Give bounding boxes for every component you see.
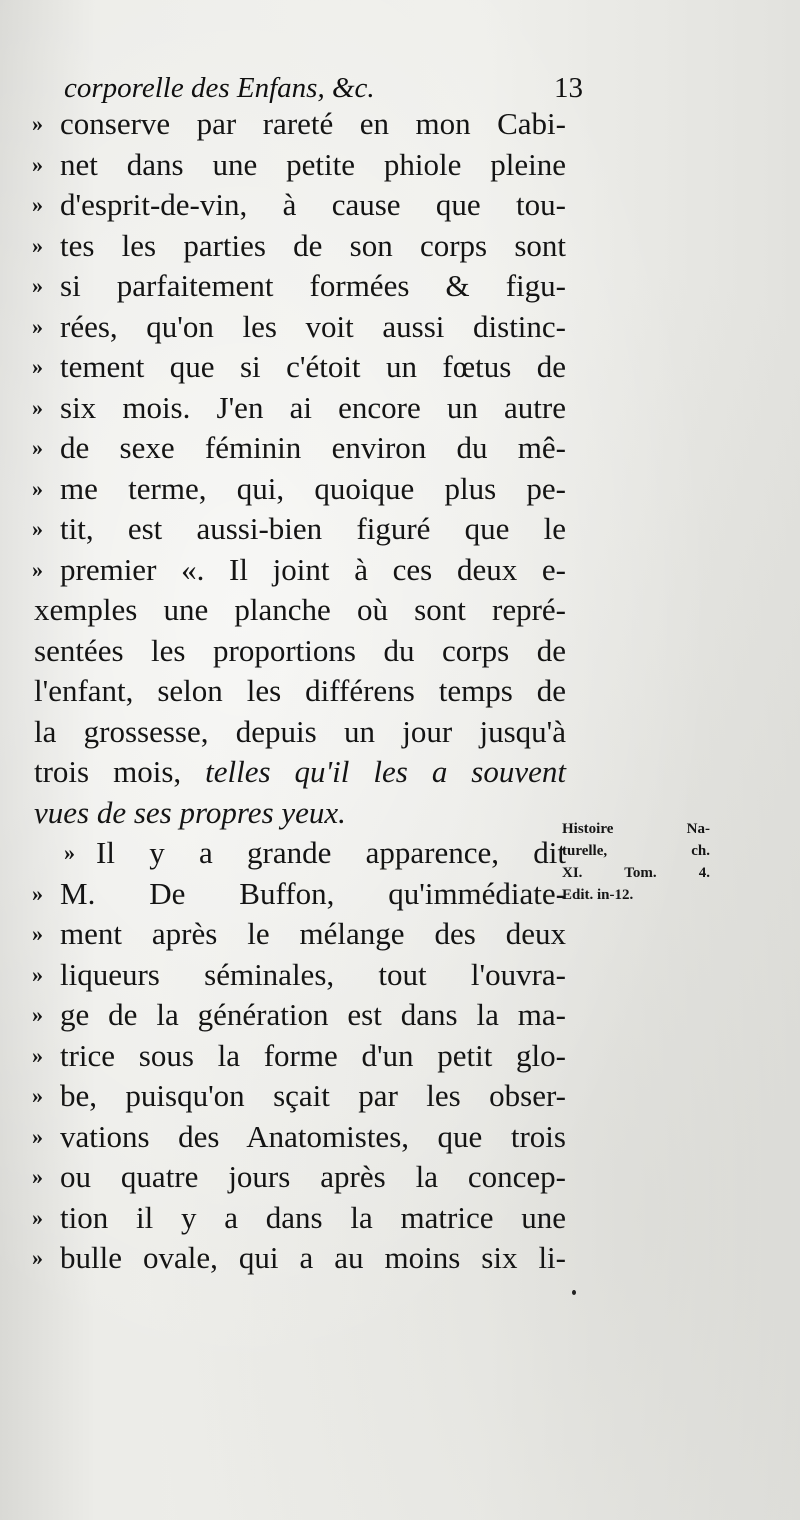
quote-mark: »: [32, 273, 43, 298]
quote-mark: »: [32, 394, 43, 420]
line-text: me terme, qui, quoique plus pe-: [60, 470, 566, 506]
quote-mark: »: [32, 961, 43, 987]
line-text: de sexe féminin environ du mê-: [60, 430, 566, 465]
text-line: [14, 347, 566, 388]
line-text-italic: vues de ses propres yeux.: [34, 794, 346, 830]
line-text: tion il y a dans la matrice une: [60, 1199, 566, 1235]
line-text-mixed: [34, 752, 566, 793]
line-text: d'esprit-de-vin, à cause que tou-: [60, 187, 566, 222]
quote-mark: »: [32, 1204, 43, 1230]
line-text: l'enfant, selon les différens temps de: [34, 673, 566, 708]
line-text: ou quatre jours après la concep-: [60, 1159, 566, 1194]
line-text: bulle ovale, qui a au moins six li-: [60, 1240, 566, 1275]
line-text: si parfaitement formées & figu-: [60, 268, 566, 303]
text-line: [14, 914, 566, 955]
quote-mark: »: [32, 921, 43, 946]
quote-mark: »: [32, 880, 43, 906]
quote-mark: »: [32, 475, 43, 501]
text-line: [14, 104, 566, 145]
line-text: sentées les proportions du corps de: [34, 632, 566, 668]
text-line: [14, 509, 566, 550]
text-line: [14, 631, 566, 672]
margin-note: [562, 818, 710, 906]
text-line: [14, 388, 566, 429]
line-text-roman: trois mois,: [34, 754, 182, 789]
text-line: [14, 752, 566, 793]
quote-mark: »: [32, 516, 43, 541]
line-text: be, puisqu'on sçait par les obser-: [60, 1078, 566, 1113]
running-title: corporelle des Enfans, &c.: [64, 72, 375, 104]
quote-mark: »: [32, 1002, 43, 1027]
line-text: vations des Anatomistes, que trois: [60, 1118, 566, 1154]
line-text: M. De Buffon, qu'immédiate-: [60, 875, 566, 911]
page-number: 13: [554, 72, 583, 104]
line-text: Il y a grande apparence, dit: [96, 835, 566, 870]
text-line: [14, 955, 566, 996]
line-text: tit, est aussi-bien figuré que le: [60, 511, 566, 546]
line-text: liqueurs séminales, tout l'ouvra-: [60, 956, 566, 992]
text-line: [14, 874, 566, 915]
text-line: [14, 1036, 566, 1077]
quote-mark: »: [32, 151, 43, 177]
text-line: [14, 145, 566, 186]
text-line: [14, 1238, 566, 1279]
quote-mark: »: [32, 1164, 43, 1189]
quote-mark: »: [32, 1042, 43, 1068]
line-text: rées, qu'on les voit aussi distinc-: [60, 308, 566, 344]
line-text-italic: telles qu'il les a souvent: [205, 754, 566, 789]
quote-mark: »: [32, 111, 43, 136]
text-line: [14, 1117, 566, 1158]
quote-mark: »: [32, 354, 43, 379]
text-line: [14, 1076, 566, 1117]
text-line: [14, 671, 566, 712]
text-line: [14, 550, 566, 591]
quote-mark: »: [32, 1245, 43, 1270]
body-text: [14, 104, 566, 1279]
line-text: trice sous la forme d'un petit glo-: [60, 1037, 566, 1073]
quote-mark: »: [32, 1123, 43, 1149]
text-line: [14, 1157, 566, 1198]
quote-mark: »: [32, 1083, 43, 1108]
line-text: ge de la génération est dans la ma-: [60, 997, 566, 1032]
line-text: tement que si c'étoit un fœtus de: [60, 349, 566, 384]
text-line: [14, 226, 566, 267]
text-line: [14, 995, 566, 1036]
line-text: tes les parties de son corps sont: [60, 227, 566, 263]
line-text: six mois. J'en ai encore un autre: [60, 389, 566, 425]
text-line: [14, 266, 566, 307]
text-line: [14, 307, 566, 348]
running-head: [64, 68, 583, 108]
quote-mark: »: [32, 232, 43, 258]
line-text: la grossesse, depuis un jour jusqu'à: [34, 713, 566, 749]
ink-speck: [572, 1290, 576, 1295]
text-line: [14, 185, 566, 226]
line-text: net dans une petite phiole pleine: [60, 146, 566, 182]
quote-mark: »: [32, 192, 43, 217]
line-text: ment après le mélange des deux: [60, 916, 566, 951]
margin-note-line: Edit. in-12.: [562, 887, 634, 903]
text-line: [14, 793, 566, 834]
margin-note-line: turelle, ch.: [562, 843, 710, 859]
quote-mark: »: [64, 840, 75, 865]
text-line: [14, 712, 566, 753]
line-text: conserve par rareté en mon Cabi-: [60, 106, 566, 141]
text-line: [14, 590, 566, 631]
text-line: [14, 428, 566, 469]
text-line: [14, 833, 566, 874]
quote-mark: »: [32, 313, 43, 339]
text-line: [14, 469, 566, 510]
margin-note-line: XI. Tom. 4.: [562, 865, 710, 881]
quote-mark: »: [32, 435, 43, 460]
line-text: premier «. Il joint à ces deux e-: [60, 551, 566, 587]
text-line: [14, 1198, 566, 1239]
quote-mark: »: [32, 556, 43, 582]
line-text: xemples une planche où sont repré-: [34, 592, 566, 627]
margin-note-line: Histoire Na-: [562, 821, 710, 837]
